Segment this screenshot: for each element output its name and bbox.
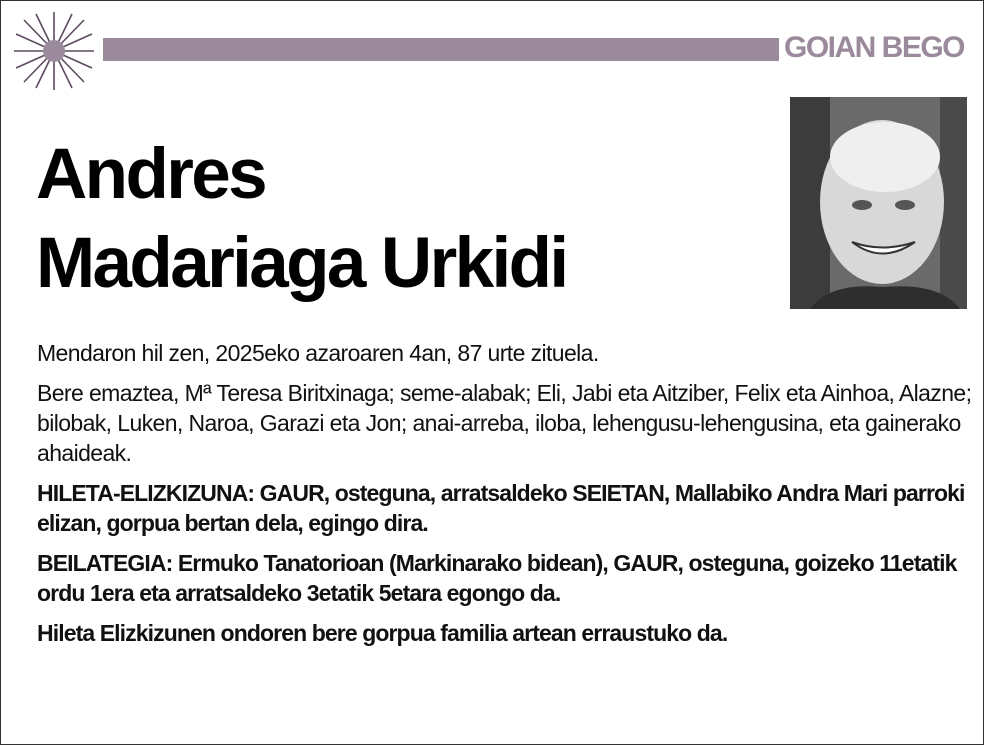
header-brand: GOIAN BEGO bbox=[784, 31, 965, 64]
first-name: Andres bbox=[36, 135, 266, 214]
funeral-info: HILETA-ELIZKIZUNA: GAUR, osteguna, arratsaldeko SEIETAN, Mallabiko Andra Mari parroki elizan, gorpua bertan dela, egingo dira. bbox=[37, 480, 965, 536]
deceased-name bbox=[36, 130, 567, 308]
surnames: Madariaga Urkidi bbox=[36, 224, 567, 303]
wake-info: BEILATEGIA: Ermuko Tanatorioan (Markinarako bidean), GAUR, osteguna, goizeko 11etatik ordu 1era eta arratsaldeko 3etatik 5etara egongo da. bbox=[37, 550, 957, 606]
thistle-flower-logo bbox=[12, 10, 96, 92]
cremation-info: Hileta Elizkizunen ondoren bere gorpua familia artean erraustuko da. bbox=[37, 620, 728, 646]
death-statement: Mendaron hil zen, 2025eko azaroaren 4an, 87 urte zituela. bbox=[37, 340, 599, 366]
portrait-photo bbox=[790, 97, 967, 309]
family-list: Bere emaztea, Mª Teresa Biritxinaga; seme-alabak; Eli, Jabi eta Aitziber, Felix eta Ainhoa, Alazne; bilobak, Luken, Naroa, Garazi eta Jon; anai-arreba, iloba, lehengusu-lehengusina, eta gainerako ahaideak. bbox=[37, 380, 972, 466]
notice-body bbox=[37, 338, 977, 658]
header-bar bbox=[103, 38, 779, 61]
